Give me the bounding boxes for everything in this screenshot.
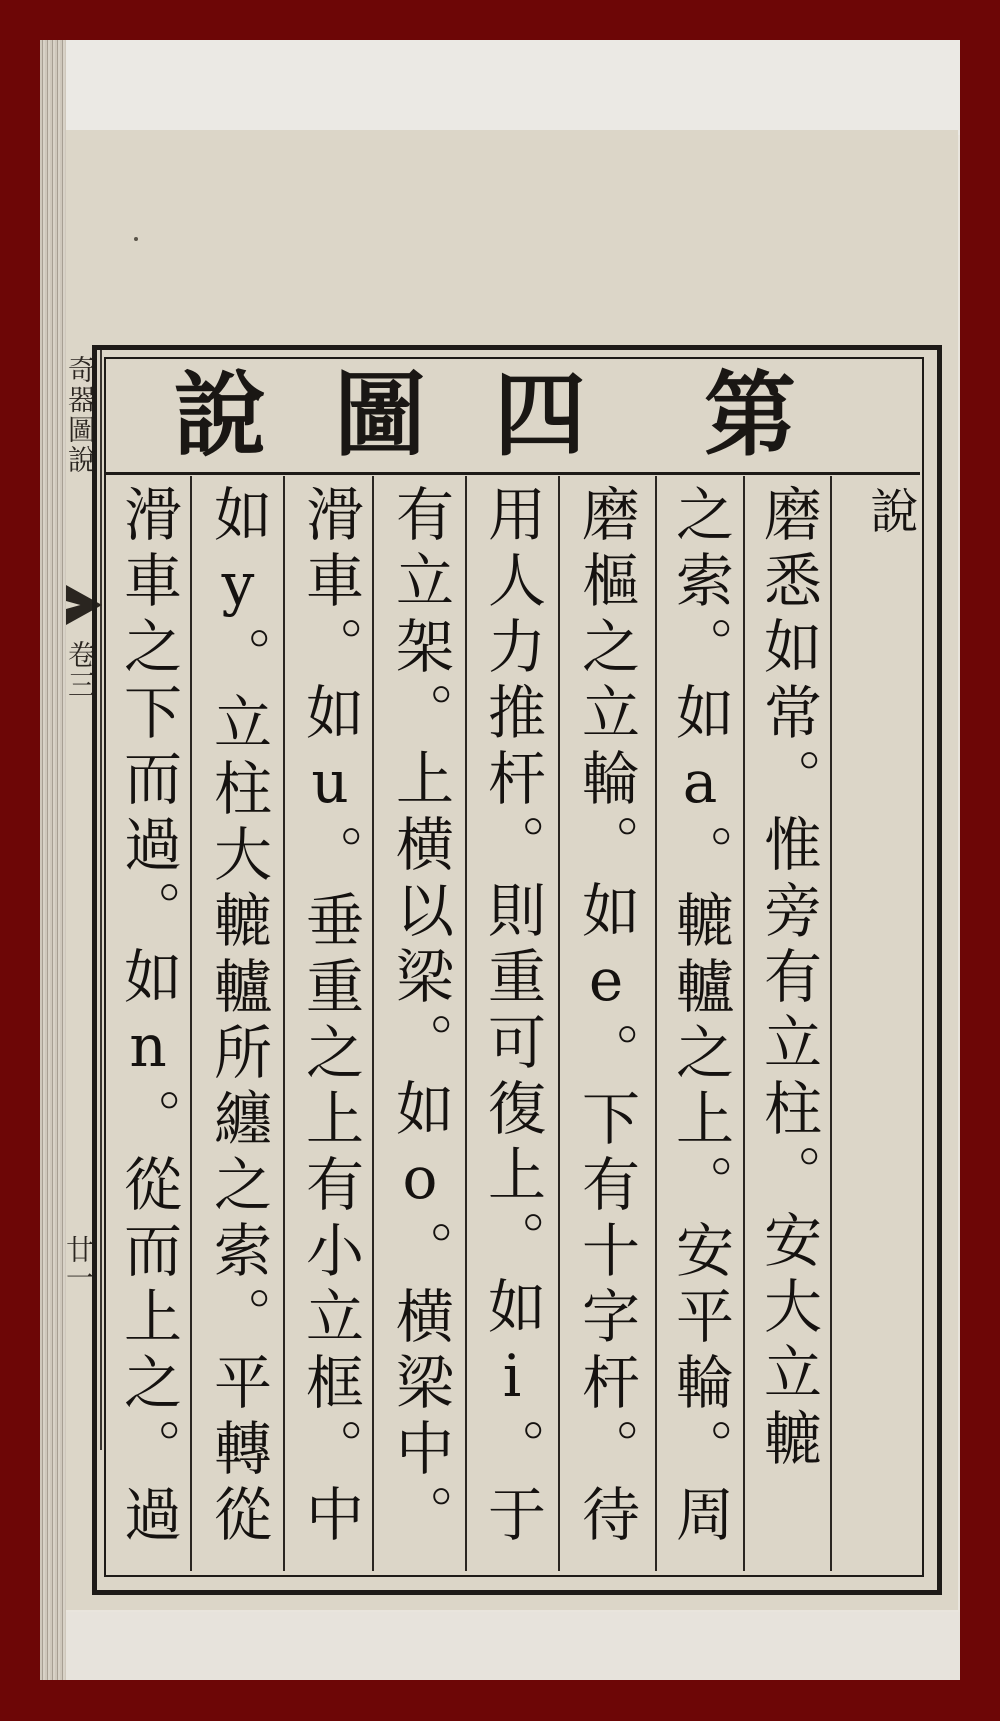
column-rule	[372, 476, 374, 1571]
page-bottom-margin	[60, 1612, 960, 1680]
text-column-5: 有立架。上横以梁。如o。横梁中。	[386, 484, 454, 1550]
column-rule	[465, 476, 467, 1571]
text-column-7: 如y。立柱大轆轤所纏之索。平轉從	[204, 484, 272, 1550]
page-top-margin	[60, 40, 960, 135]
column-rule	[190, 476, 192, 1571]
column-rule	[283, 476, 285, 1571]
text-column-6: 滑車。如u。垂重之上有小立框。中	[296, 484, 364, 1550]
text-column-8: 滑車之下而過。如n。從而上之。過	[114, 484, 182, 1550]
text-column-1: 磨悉如常。惟旁有立柱。安大立轆	[754, 484, 822, 1474]
margin-volume: 卷三	[64, 640, 97, 700]
title-char-2: 四	[493, 361, 586, 469]
section-label: 說	[862, 486, 918, 534]
title-char-4: 說	[173, 361, 266, 469]
column-rule	[655, 476, 657, 1571]
margin-page-number: 廿一	[62, 1235, 95, 1291]
column-rule	[558, 476, 560, 1571]
margin-book-title: 奇器圖說	[64, 355, 97, 475]
text-column-3: 磨樞之立輪。如e。下有十字杆。待	[572, 484, 640, 1550]
text-column-4: 用人力推杆。則重可復上。如i。于	[478, 484, 546, 1550]
column-rule	[743, 476, 745, 1571]
title-char-1: 第	[703, 361, 796, 469]
title-char-3: 圖	[333, 361, 426, 469]
column-rule	[830, 476, 832, 1571]
paper-speck	[134, 237, 138, 241]
text-column-2: 之索。如a。轆轤之上。安平輪。周	[666, 484, 734, 1550]
